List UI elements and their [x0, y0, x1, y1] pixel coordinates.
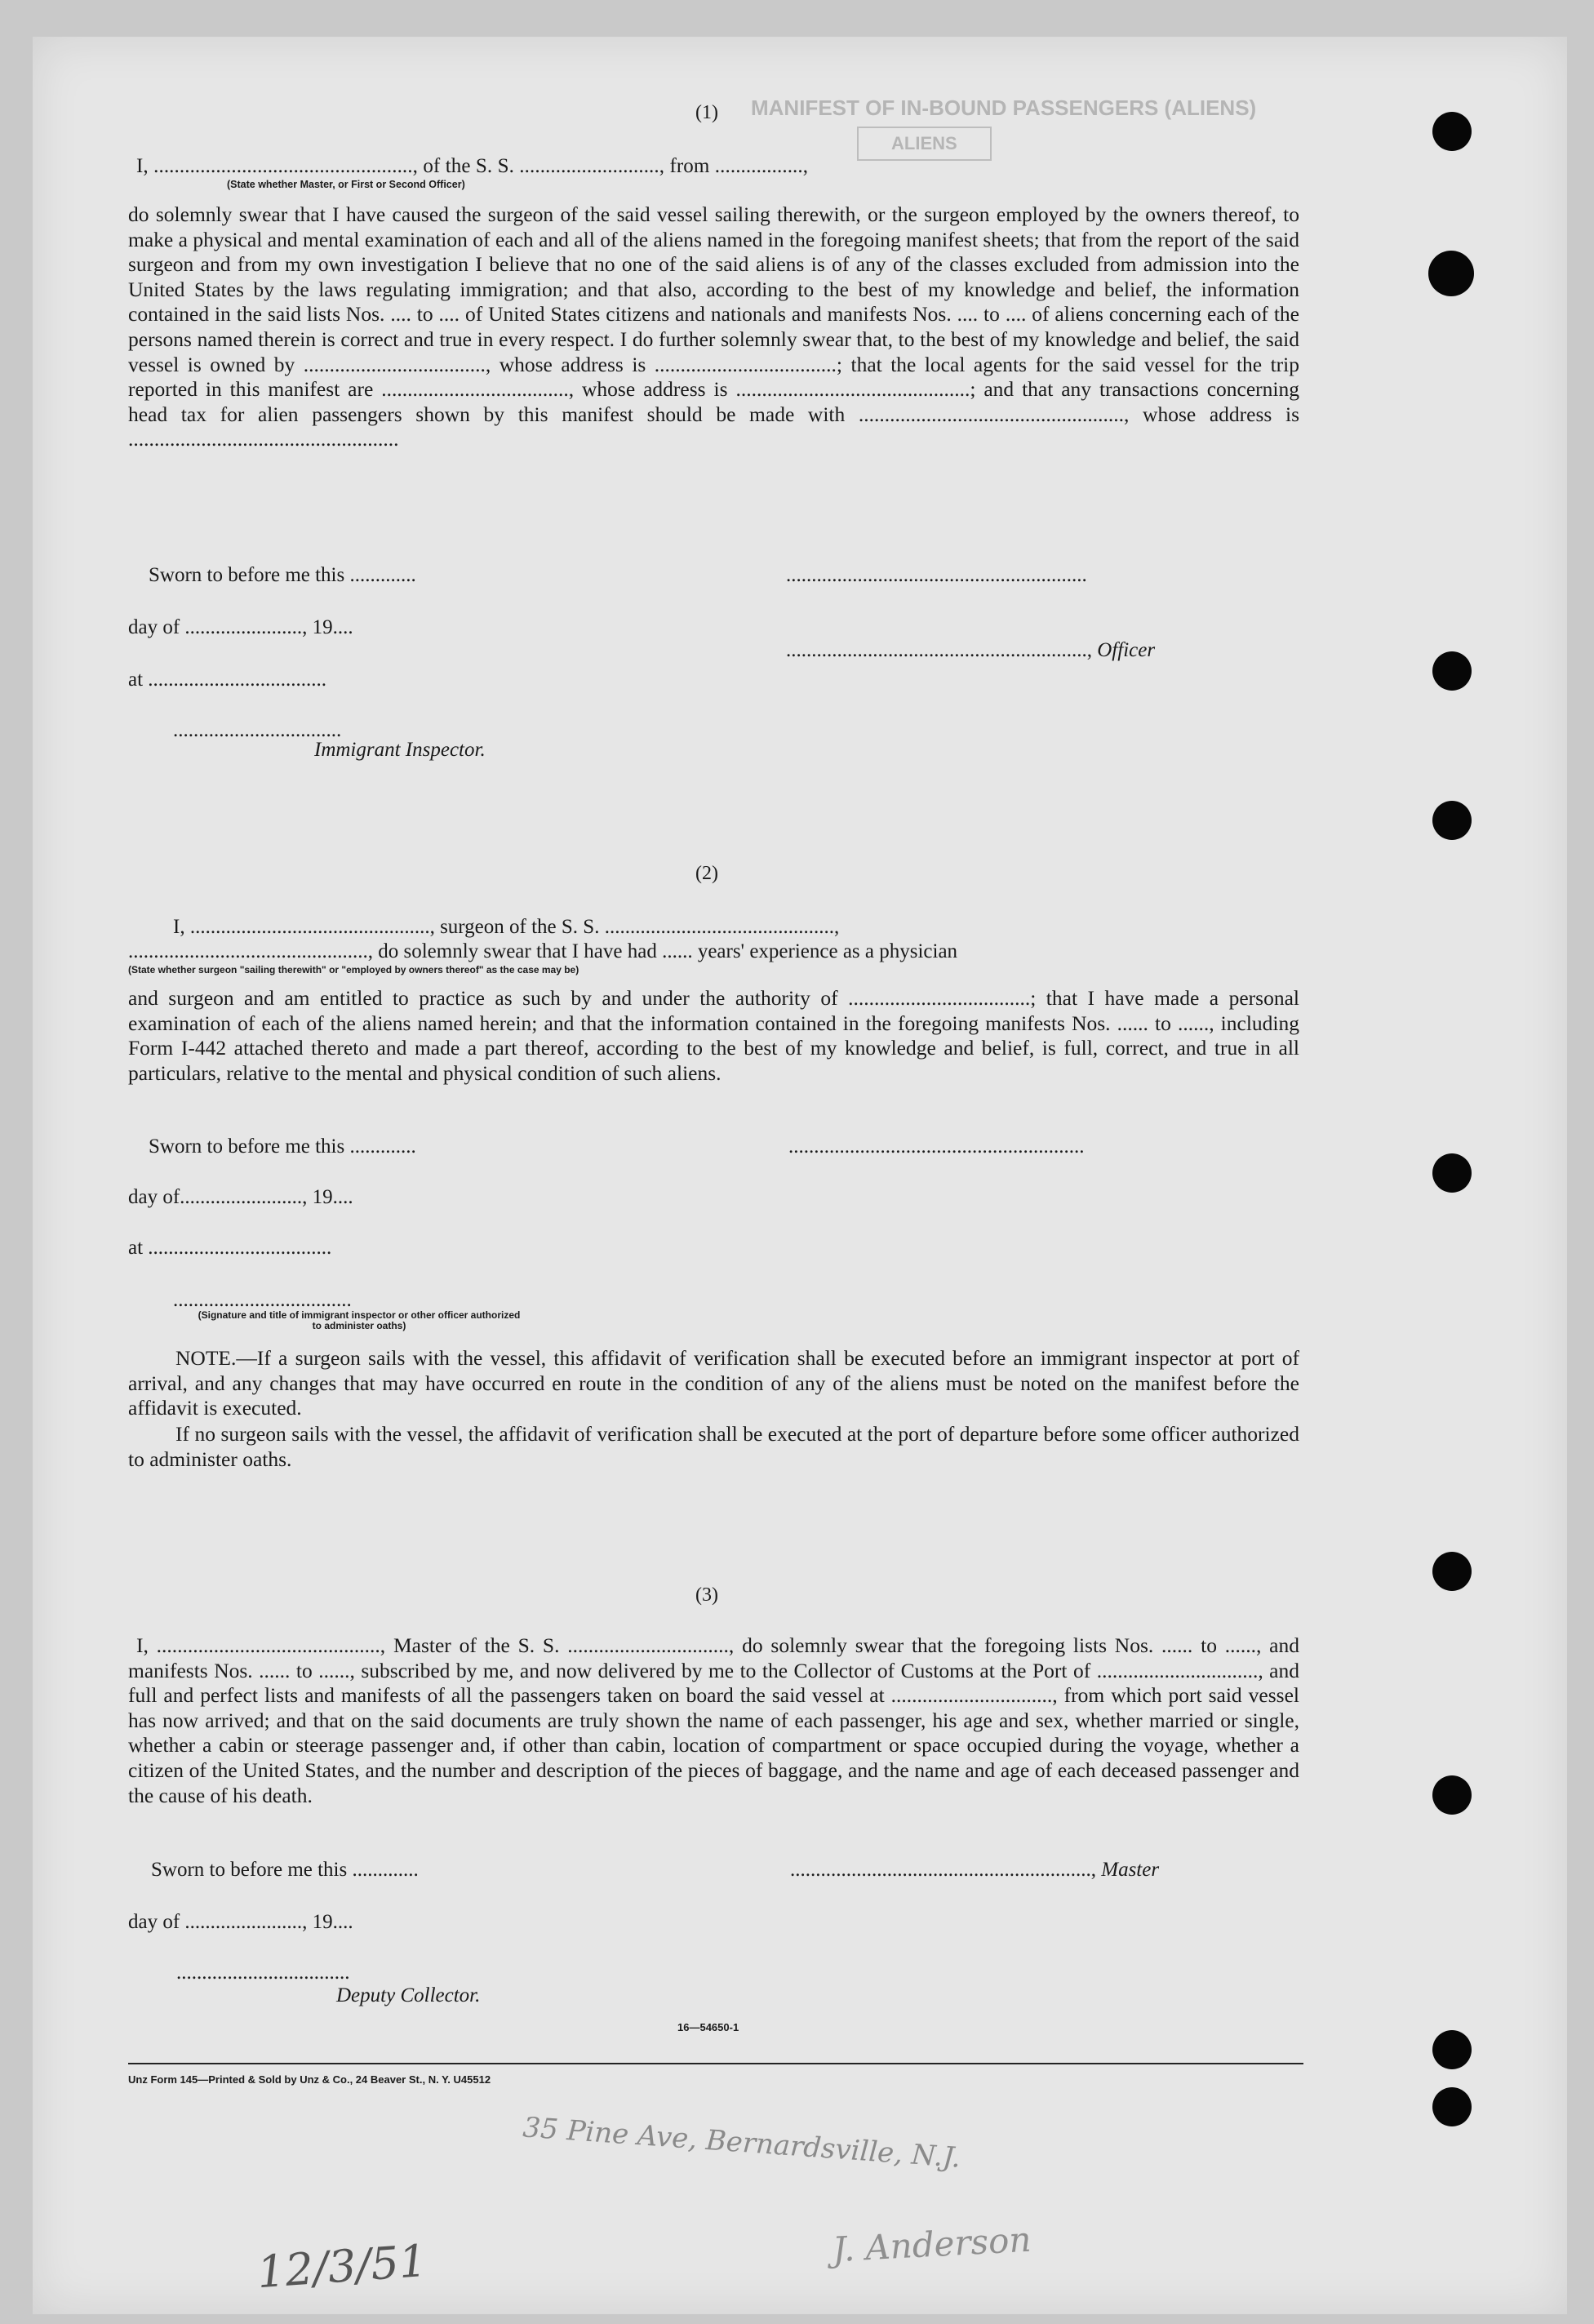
punch-hole — [1432, 1775, 1472, 1815]
section-2-sworn: Sworn to before me this ............. — [149, 1135, 416, 1158]
section-2-sig-note: (Signature and title of immigrant inspector or other officer authorized to administer oaths) — [198, 1309, 521, 1331]
faint-header-stamp: MANIFEST OF IN-BOUND PASSENGERS (ALIENS) — [751, 96, 1257, 120]
section-2-line2-note: (State whether surgeon "sailing therewith" or "employed by owners thereof" as the case may be) — [128, 964, 579, 975]
document-page — [33, 37, 1567, 2314]
section-2-day: day of........................, 19.... — [128, 1186, 353, 1208]
footer-rule — [128, 2063, 1303, 2064]
section-1-inspector-dots: ................................. — [173, 719, 342, 741]
section-3-paragraph: I, ..........................................., Master of the S. S. ..............................., do solemnly swear that the foregoing lists Nos. ...... to ......, and manifests Nos. ...... to ......, subscribed by me, and now delivered by me to the Collector of Customs at the Port of ..............................., and full and perfect lists and manifests of all the passengers taken on board the said vessel at ..............................., from which port said vessel has now arrived; and that on the said documents are truly shown the name of each passenger, his age and sex, whether married or single, whether a cabin or steerage passenger and, if other than cabin, location of compartment or space occupied during the voyage, whether a citizen of the United States, and the number and description of the pieces of baggage, and the name and age of each deceased passenger and the cause of his death. — [128, 1633, 1299, 1807]
handwritten-signature: J. Anderson — [831, 2219, 1032, 2270]
section-3-collector-dots: .................................. — [176, 1962, 350, 1984]
section-2-note-2: If no surgeon sails with the vessel, the affidavit of verification shall be executed at the port of departure before some officer authorized to administer oaths. — [128, 1422, 1299, 1471]
section-1-line1: I, .................................................., of the S. S. ..........................., from ................., — [136, 155, 809, 177]
section-1-officer-line — [786, 639, 1155, 662]
section-3-sworn: Sworn to before me this ............. — [151, 1859, 419, 1881]
section-3-number: (3) — [695, 1584, 718, 1606]
section-1-paragraph — [128, 202, 1299, 452]
section-1-line1-note: (State whether Master, or First or Second Officer) — [227, 179, 465, 190]
section-2-number: (2) — [695, 863, 718, 884]
section-3-master-label: Master — [1101, 1859, 1160, 1881]
section-2-line2: ..............................................., do solemnly swear that I have had ...... years' experience as a physician — [128, 940, 958, 962]
punch-hole — [1432, 1153, 1472, 1193]
section-2-at: at .................................... — [128, 1237, 332, 1259]
section-1-inspector-label: Immigrant Inspector. — [314, 739, 486, 761]
punch-hole — [1432, 651, 1472, 691]
punch-hole — [1432, 2087, 1472, 2126]
form-code: 16—54650-1 — [677, 2021, 739, 2033]
section-1-sworn: Sworn to before me this ............. — [149, 564, 416, 586]
footer-printer-line: Unz Form 145—Printed & Sold by Unz & Co., 24 Beaver St., N. Y. U45512 — [128, 2073, 491, 2086]
section-2-sig-left-dots: ................................... — [173, 1289, 352, 1311]
punch-hole — [1432, 2030, 1472, 2069]
section-1-day: day of ......................., 19.... — [128, 616, 353, 638]
punch-hole — [1428, 251, 1474, 296]
section-1-at: at ................................... — [128, 669, 327, 691]
section-3-collector-label: Deputy Collector. — [336, 1984, 481, 2006]
punch-hole — [1432, 801, 1472, 840]
section-2-paragraph: and surgeon and am entitled to practice as such by and under the authority of ...................................; that I have made a personal examination of each of the aliens named herein; and that the information contained in the foregoing manifests Nos. ...... to ......, including Form I-442 attached thereto and made a part thereof, according to the best of my knowledge and belief, is full, correct, and true in all particulars, relative to the mental and physical condition of such aliens. — [128, 986, 1299, 1085]
section-2-note-label: NOTE. — [175, 1346, 237, 1370]
section-3-day: day of ......................., 19.... — [128, 1911, 353, 1933]
section-1-officer-dots: ..........................................................., — [786, 639, 1098, 661]
handwritten-date: 12/3/51 — [255, 2234, 429, 2299]
punch-hole — [1432, 112, 1472, 151]
faint-box-stamp: ALIENS — [857, 127, 992, 161]
handwritten-address: 35 Pine Ave, Bernardsville, N.J. — [522, 2111, 962, 2175]
punch-hole — [1432, 1552, 1472, 1591]
section-2-sig-dots: .......................................................... — [788, 1135, 1085, 1158]
section-1-number: (1) — [695, 102, 718, 123]
section-3-master-line — [790, 1859, 1159, 1882]
section-1-officer-label: Officer — [1097, 639, 1156, 661]
section-2-line1: I, ..............................................., surgeon of the S. S. ............................................., — [173, 916, 840, 938]
section-2-note-1: —If a surgeon sails with the vessel, this affidavit of verification shall be executed before an immigrant inspector at port of arrival, and any changes that may have occurred en route in the condition of any of the aliens must be noted on the manifest before the affidavit is executed. — [128, 1346, 1299, 1420]
section-1-sig-dots: ........................................................... — [786, 564, 1087, 586]
section-3-master-dots: ..........................................................., — [790, 1859, 1102, 1881]
section-2-note — [128, 1346, 1299, 1421]
section-1-paragraph-tail: .................................................... — [128, 427, 399, 451]
section-1-paragraph-text: do solemnly swear that I have caused the surgeon of the said vessel sailing therewith, or the surgeon employed by the owners thereof, to make a physical and mental examination of each and all of the aliens named in the foregoing manifest sheets; that from the report of the said surgeon and from my own investigation I believe that no one of the said aliens is of any of the classes excluded from admission into the United States by the laws regulating immigration; and that also, according to the best of my knowledge and belief, the information contained in the said lists Nos. .... to .... of United States citizens and nationals and manifests Nos. .... to .... of aliens concerning each of the persons named therein is correct and true in every respect. I do further solemnly swear that, to the best of my knowledge and belief, the said vessel is owned by ..................................., whose address is ...................................; that the local agents for the said vessel for the trip reported in this manifest are ...................................., whose address is .............................................; and that any transactions concerning head tax for alien passengers shown by this manifest should be made with ..................................................., whose address is — [128, 202, 1299, 426]
